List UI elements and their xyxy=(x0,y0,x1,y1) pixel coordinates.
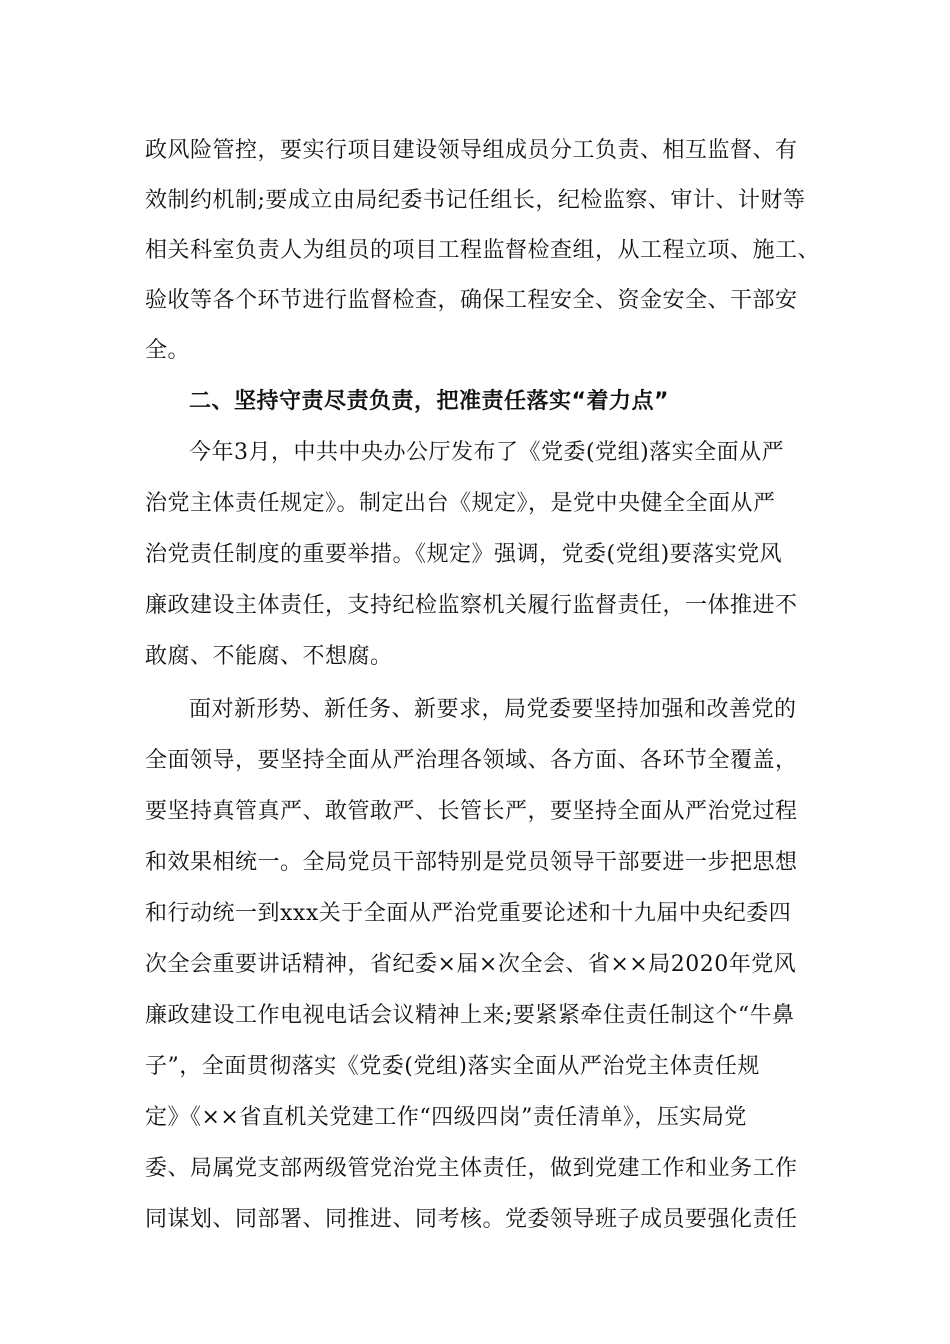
text-line: 廉政建设主体责任，支持纪检监察机关履行监督责任，一体推进不 xyxy=(145,593,798,618)
text-line: 子”，全面贯彻落实《党委(党组)落实全面从严治党主体责任规 xyxy=(145,1054,760,1079)
section-heading: 二、坚持守责尽责负责，把准责任落实“着力点” xyxy=(189,389,669,414)
text-line: 同谋划、同部署、同推进、同考核。党委领导班子成员要强化责任 xyxy=(145,1207,798,1232)
text-line: 廉政建设工作电视电话会议精神上来;要紧紧牵住责任制这个“牛鼻 xyxy=(145,1003,795,1028)
text-line: 定》《××省直机关党建工作“四级四岗”责任清单》，压实局党 xyxy=(145,1105,747,1130)
text-line: 验收等各个环节进行监督检查，确保工程安全、资金安全、干部安 xyxy=(145,288,798,313)
text-line: 今年3月，中共中央办公厅发布了《党委(党组)落实全面从严 xyxy=(189,440,785,465)
text-line: 面对新形势、新任务、新要求，局党委要坚持加强和改善党的 xyxy=(189,697,797,722)
text-line: 全面领导，要坚持全面从严治理各领域、各方面、各环节全覆盖， xyxy=(145,748,798,773)
text-line: 治党主体责任规定》。制定出台《规定》，是党中央健全全面从严 xyxy=(145,491,776,516)
text-line: 委、局属党支部两级管党治党主体责任，做到党建工作和业务工作 xyxy=(145,1156,798,1181)
text-line: 全。 xyxy=(145,338,191,363)
text-line: 次全会重要讲话精神，省纪委×届×次全会、省××局2020年党风 xyxy=(145,952,797,977)
text-line: 相关科室负责人为组员的项目工程监督检查组，从工程立项、施工、 xyxy=(145,238,821,263)
text-line: 治党责任制度的重要举措。《规定》强调，党委(党组)要落实党风 xyxy=(145,542,783,567)
text-line: 和效果相统一。全局党员干部特别是党员领导干部要进一步把思想 xyxy=(145,850,798,875)
text-line: 和行动统一到xxx关于全面从严治党重要论述和十九届中央纪委四 xyxy=(145,901,792,926)
text-line: 要坚持真管真严、敢管敢严、长管长严，要坚持全面从严治党过程 xyxy=(145,799,798,824)
text-line: 效制约机制;要成立由局纪委书记任组长，纪检监察、审计、计财等 xyxy=(145,188,806,213)
text-line: 政风险管控，要实行项目建设领导组成员分工负责、相互监督、有 xyxy=(145,138,798,163)
text-line: 敢腐、不能腐、不想腐。 xyxy=(145,644,393,669)
